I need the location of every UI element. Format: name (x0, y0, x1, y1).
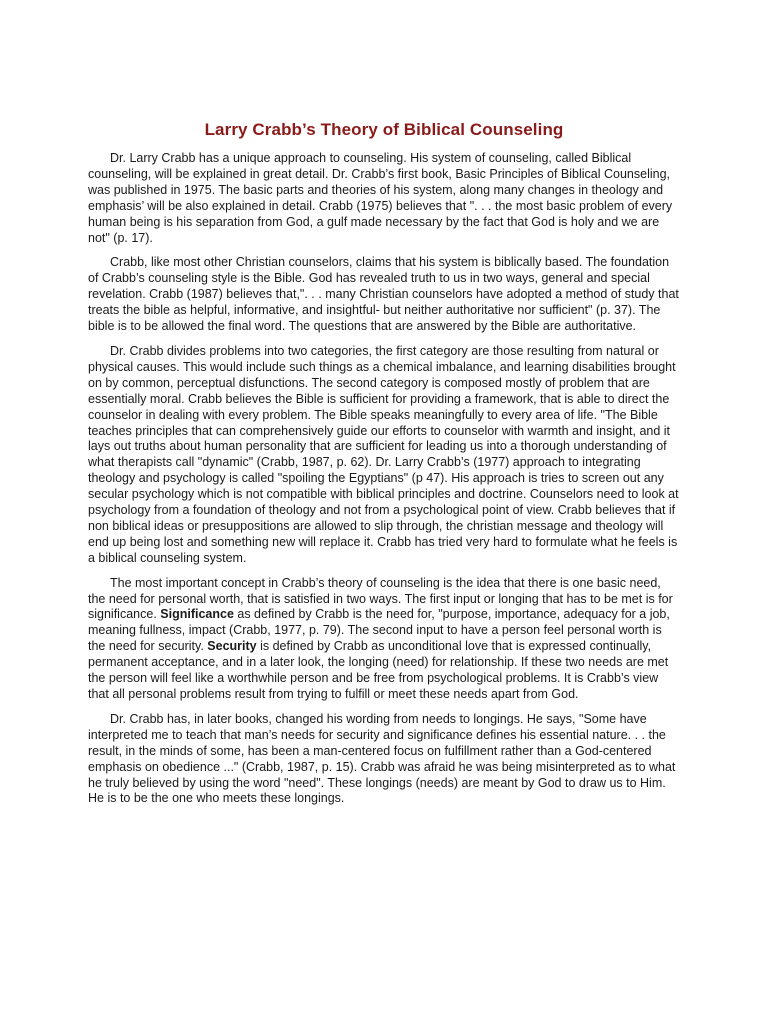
paragraph-1: Dr. Larry Crabb has a unique approach to counseling. His system of counseling, called Biblical counseling, will be explained in great detail. Dr. Crabb’s first book, Basic Principles of Biblical Counseling, was published in 1975. The basic parts and theories of his system, along many changes in theology and emphasis’ will be also explained in detail. Crabb (1975) believes that ". . . the most basic problem of every human being is his separation from God, a gulf made necessary by the fact that God is holy and we are not" (p. 17). (88, 151, 673, 245)
paragraph-3: Dr. Crabb divides problems into two categories, the first category are those resulting from natural or physical causes. This would include such things as a chemical imbalance, and learning disabilities brought on by common, perceptual disfunctions. The second category is composed mostly of problem that are essentially moral. Crabb believes the Bible is sufficient for providing a framework, that is able to direct the counselor in dealing with every problem. The Bible speaks meaningfully to every area of life. "The Bible teaches principles that can comprehensively guide our efforts to counselor with warmth and insight, and it lays out truths about human personality that are sufficient for leading us into a thorough understanding of what therapists call "dynamic" (Crabb, 1987, p. 62). Dr. Larry Crabb’s (1977) approach to integrating theology and psychology is called "spoiling the Egyptians" (p 47). His approach is tries to screen out any secular psychology which is not compatible with biblical principles and doctrine. Counselors need to look at psychology from a foundation of theology and not from a psychological point of view. Crabb believes that if non biblical ideas or presuppositions are allowed to slip through, the christian message and theology will end up being lost and something new will replace it. Crabb has tried very hard to formulate what he feels is a biblical counseling system. (88, 343, 679, 565)
document-title: Larry Crabb’s Theory of Biblical Counseling (204, 120, 564, 139)
paragraph-5: Dr. Crabb has, in later books, changed his wording from needs to longings. He says, "Some have interpreted me to teach that man’s needs for security and significance defines his essential nature. . . the result, in the minds of some, has been a man-centered focus on fulfillment rather than a God-centered emphasis on obedience ..." (Crabb, 1987, p. 15). Crabb was afraid he was being misinterpreted as to what he truly believed by using the word "need". These longings (needs) are meant by God to draw us to Him. He is to be the one who meets these longings. (88, 711, 676, 806)
paragraph-4-part-1: The most important concept in Crabb’s theory of counseling is the idea that there is one basic need, the need for personal worth, that is satisfied in two ways. The first input or longing that has to be met is for significance. (88, 575, 673, 622)
paragraph-4-part-3: is defined by Crabb as unconditional love that is expressed continually, permanent acceptance, and in a later look, the longing (need) for relationship. If these two needs are met the person will feel like a worthwhile person and be free from psychological problems. It is Crabb’s view that all personal problems result from trying to fulfill or meet these needs apart from God. (88, 639, 669, 701)
term-security: Security (207, 639, 257, 654)
paragraph-4 (88, 576, 680, 703)
paragraph-4-part-2: as defined by Crabb is the need for, "purpose, importance, adequacy for a job, meaning fullness, impact (Crabb, 1977, p. 79). The second input to have a person feel personal worth is the need for security. (88, 607, 670, 654)
term-significance: Significance (160, 607, 234, 622)
document-page (88, 118, 680, 816)
paragraph-2: Crabb, like most other Christian counselors, claims that his system is biblically based. The foundation of Crabb’s counseling style is the Bible. God has revealed truth to us in two ways, general and special revelation. Crabb (1987) believes that,". . . many Christian counselors have adopted a method of study that treats the bible as helpful, informative, and insightful- but neither authoritative nor sufficient" (p. 37). The bible is to be allowed the final word. The questions that are answered by the Bible are authoritative. (88, 255, 679, 334)
